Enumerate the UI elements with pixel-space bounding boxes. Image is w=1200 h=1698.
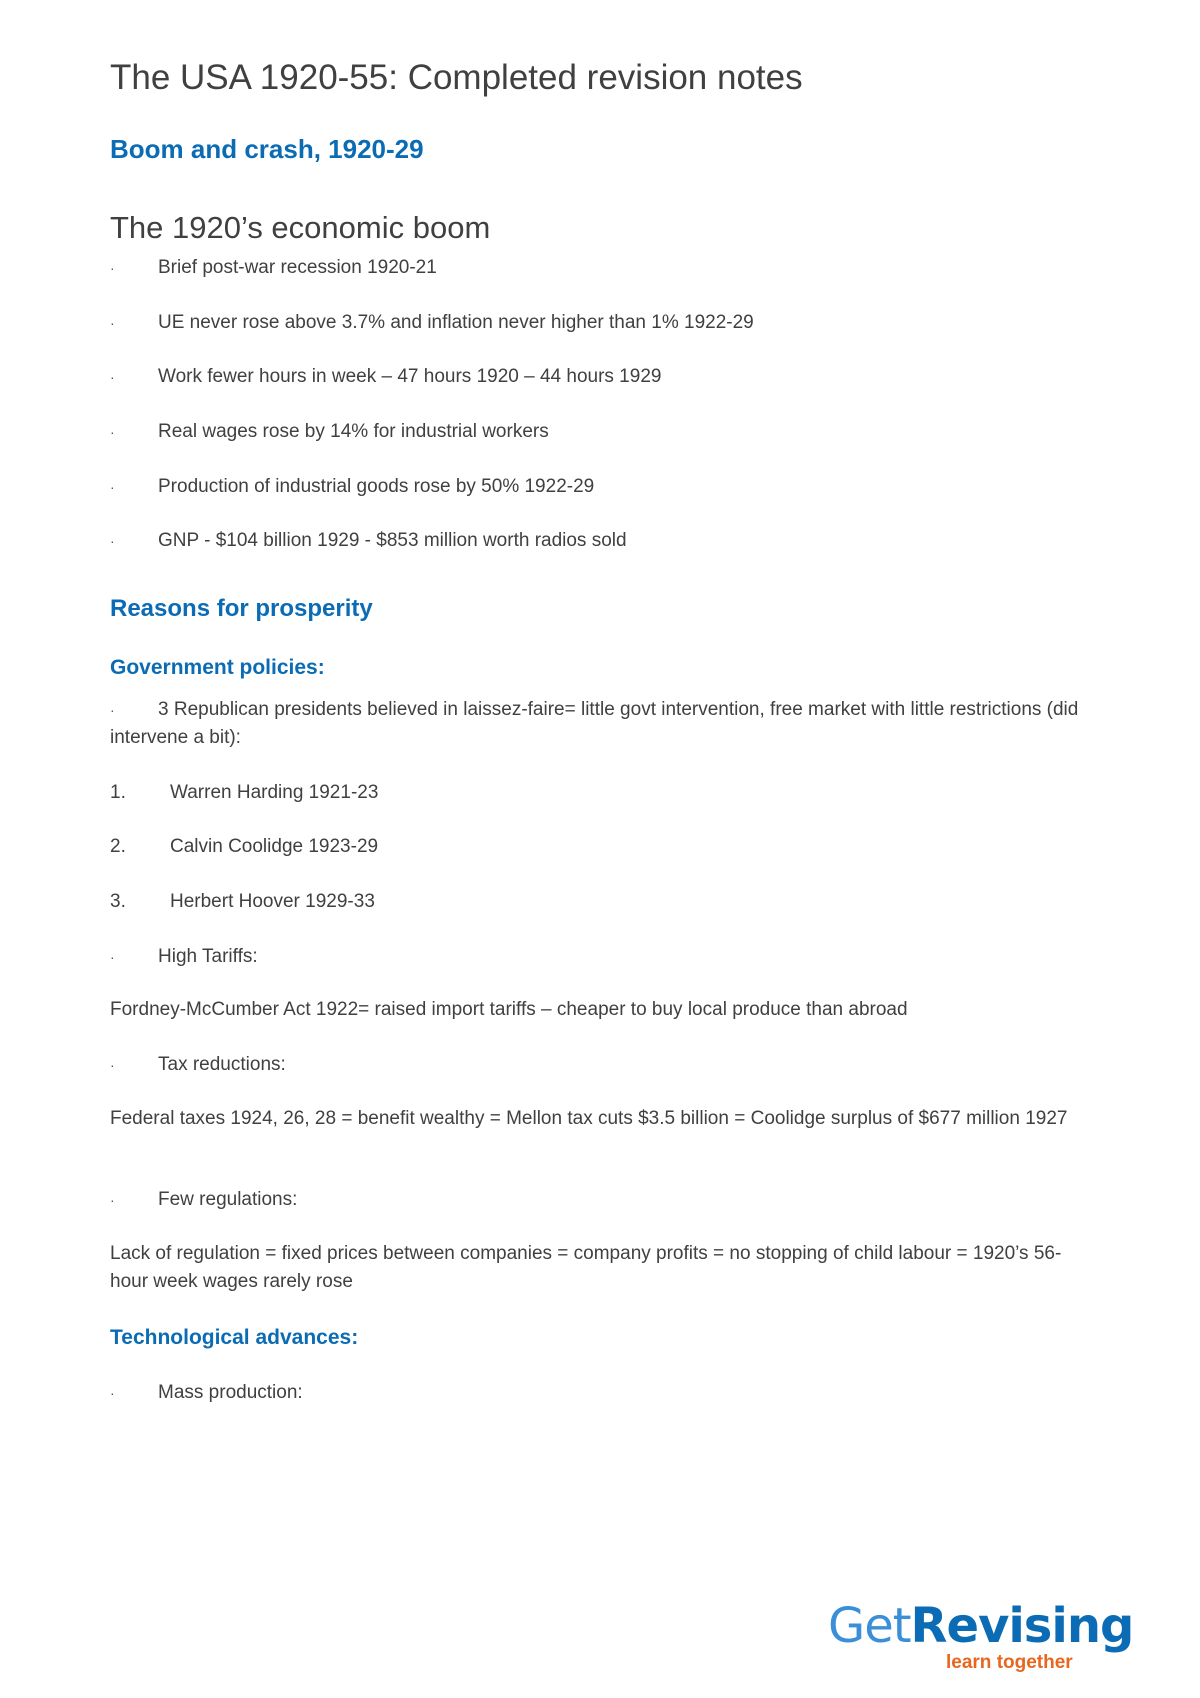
tariffs-paragraph: Fordney-McCumber Act 1922= raised import tariffs – cheaper to buy local produce than abroad: [110, 999, 908, 1020]
bullet-text: Production of industrial goods rose by 50% 1922-29: [158, 476, 595, 497]
bullet-text: Brief post-war recession 1920-21: [158, 257, 437, 278]
bullet-dot-icon: ·: [110, 369, 115, 385]
bullet-item: [110, 312, 754, 334]
numbered-item: [110, 782, 378, 804]
bullet-dot-icon: ·: [110, 315, 115, 331]
subsection-heading-government: Government policies:: [110, 656, 325, 679]
section-heading-boom-and-crash: Boom and crash, 1920-29: [110, 134, 424, 164]
bullet-dot-icon: ·: [110, 1057, 115, 1073]
item-number: 1.: [110, 782, 126, 803]
bullet-dot-icon: ·: [110, 1192, 115, 1208]
bullet-text: GNP - $104 billion 1929 - $853 million worth radios sold: [158, 530, 627, 551]
bullet-dot-icon: ·: [110, 1385, 115, 1401]
bullet-item-tariffs: [110, 946, 258, 968]
document-title: The USA 1920-55: Completed revision notes: [110, 58, 803, 97]
section-heading-reasons: Reasons for prosperity: [110, 595, 373, 622]
item-number: 3.: [110, 891, 126, 912]
logo-revising: Revising: [910, 1598, 1134, 1654]
gov-intro-text: 3 Republican presidents believed in laissez-faire= little govt intervention, free market with little restrictions (did intervene a bit):: [110, 699, 1079, 748]
tax-paragraph: Federal taxes 1924, 26, 28 = benefit wealthy = Mellon tax cuts $3.5 billion = Coolidge surplus of $677 million 1927: [110, 1108, 1068, 1129]
bullet-dot-icon: ·: [110, 260, 115, 276]
bullet-item: [110, 366, 661, 388]
logo-wordmark: [828, 1598, 1133, 1654]
numbered-item: [110, 836, 378, 858]
bullet-item: [110, 476, 594, 498]
bullet-dot-icon: ·: [110, 424, 115, 440]
logo-tagline: learn together: [946, 1652, 1073, 1673]
bullet-text: Work fewer hours in week – 47 hours 1920 – 44 hours 1929: [158, 366, 662, 387]
numbered-item: [110, 891, 375, 913]
bullet-text: High Tariffs:: [158, 946, 258, 967]
bullet-item: [110, 421, 549, 443]
subsection-heading-technology: Technological advances:: [110, 1326, 359, 1349]
bullet-text: Few regulations:: [158, 1189, 298, 1210]
bullet-text: Real wages rose by 14% for industrial workers: [158, 421, 549, 442]
bullet-text: Mass production:: [158, 1382, 303, 1403]
regulations-paragraph: Lack of regulation = fixed prices between companies = company profits = no stopping of child labour = 1920’s 56-hour week wages rarely rose: [110, 1243, 1062, 1292]
bullet-item: [110, 257, 437, 279]
bullet-dot-icon: ·: [110, 702, 115, 718]
bullet-text: Tax reductions:: [158, 1054, 286, 1075]
item-text: Herbert Hoover 1929-33: [170, 891, 375, 912]
bullet-dot-icon: ·: [110, 949, 115, 965]
getrevising-logo: [828, 1598, 1134, 1678]
logo-get: Get: [828, 1598, 911, 1654]
bullet-item: [110, 530, 627, 552]
bullet-dot-icon: ·: [110, 479, 115, 495]
item-number: 2.: [110, 836, 126, 857]
gov-intro-paragraph: [110, 696, 1090, 752]
item-text: Warren Harding 1921-23: [170, 782, 379, 803]
bullet-item-mass-production: [110, 1382, 303, 1404]
subheading-economic-boom: The 1920’s economic boom: [110, 210, 491, 245]
bullet-item-regulations: [110, 1189, 297, 1211]
bullet-item-tax: [110, 1054, 286, 1076]
item-text: Calvin Coolidge 1923-29: [170, 836, 379, 857]
bullet-dot-icon: ·: [110, 533, 115, 549]
bullet-text: UE never rose above 3.7% and inflation never higher than 1% 1922-29: [158, 312, 754, 333]
